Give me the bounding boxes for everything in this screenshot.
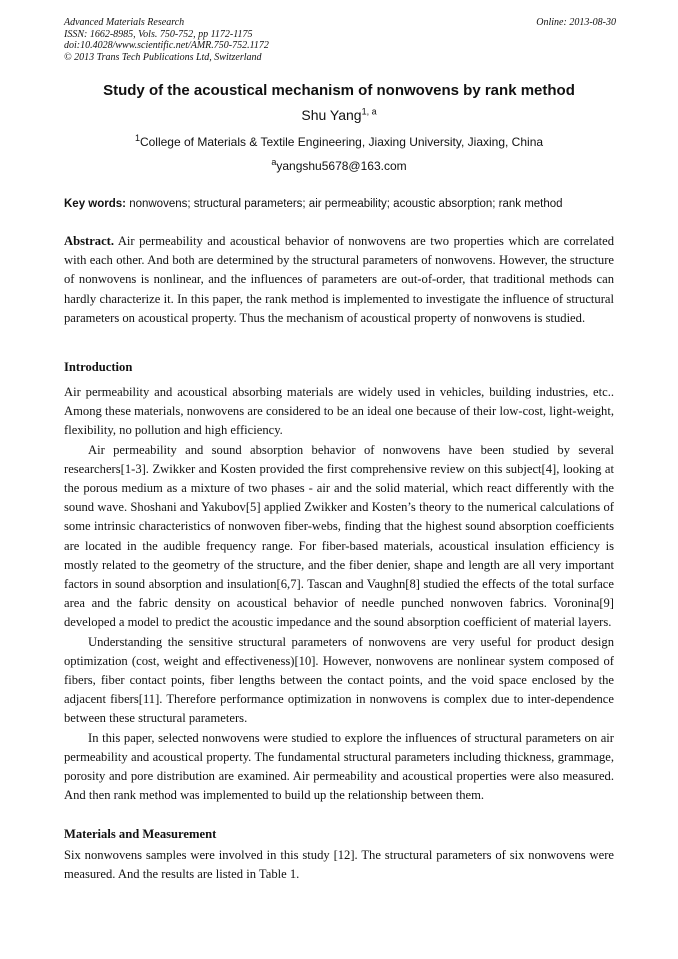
- author-superscript: 1, a: [361, 106, 377, 117]
- introduction-heading: Introduction: [64, 360, 133, 374]
- abstract: [64, 232, 614, 328]
- paragraph: In this paper, selected nonwovens were studied to explore the influences of structural parameters on air permeability and acoustical property. The fundamental structural parameters including thickness, grammage, porosity and pore distribution are examined. Air permeability and acoustical properties were also measured. And then rank method was implemented to build up the relationship between them.: [64, 730, 614, 803]
- affiliation-superscript: 1: [134, 133, 140, 143]
- author-line: [0, 107, 678, 123]
- paper-title: Study of the acoustical mechanism of nonwovens by rank method: [103, 82, 575, 99]
- affiliation-line: [0, 135, 678, 149]
- journal-header: [64, 17, 616, 63]
- abstract-text: Air permeability and acoustical behavior of nonwovens are two properties which are correlated with each other. And both are determined by the structural parameters of nonwovens. However, the structure of nonwovens is nonlinear, and the influences of parameters are out-of-order, that traditional methods can hardly characterize it. In this paper, the rank method is implemented to investigate the influence of structural parameters on acoustical property. Thus the mechanism of acoustical property of nonwovens is studied.: [64, 234, 614, 325]
- introduction-body: [64, 383, 614, 805]
- author-name: Shu Yang: [301, 107, 362, 123]
- materials-heading: Materials and Measurement: [64, 827, 217, 841]
- copyright-line: © 2013 Trans Tech Publications Ltd, Switzerland: [64, 51, 262, 63]
- paragraph: Six nonwovens samples were involved in this study [12]. The structural parameters of six nonwovens were measured. And the results are listed in Table 1.: [64, 848, 614, 882]
- paragraph: Air permeability and sound absorption behavior of nonwovens have been studied by several researchers[1-3]. Zwikker and Kosten provided the first comprehensive review on this subject[4], looking at the porous medium as a mixture of two phases - air and the solid material, which react differently with the sound wave. Shoshani and Yakubov[5] applied Zwikker and Kosten’s theory to the numerical calculations of some intrinsic characteristics of nonwoven fiber-webs, finding that the highest sound absorption coefficients are located in the audible frequency range. For fiber-based materials, acoustical insulation efficiency is mostly related to the geometry of the structure, and the fiber denier, shape and length are all very important factors in sound absorption and insulation[6,7]. Tascan and Vaughn[8] studied the effects of the total surface area and the fabric density on acoustical behavior of needle punched nonwoven fabrics. Voronina[9] developed a model to predict the acoustic impedance and the sound absorption coefficient of material layers.: [64, 442, 614, 630]
- email-address[interactable]: yangshu5678@163.com: [276, 159, 407, 173]
- abstract-label: Abstract.: [64, 234, 115, 248]
- keywords-label: Key words:: [64, 198, 126, 210]
- affiliation-text: College of Materials & Textile Engineering, Jiaxing University, Jiaxing, China: [139, 135, 544, 149]
- email-line: [0, 159, 678, 173]
- materials-body: [64, 846, 614, 884]
- paragraph: Understanding the sensitive structural parameters of nonwovens are very useful for product design optimization (cost, weight and effectiveness)[10]. However, nonwovens are nonlinear system composed of fibers, fiber contact points, fiber lengths between the contact points, and the void space enclosed by the adjacent fibers[11]. Therefore performance optimization in nonwovens is complex due to inter-dependence between these structural parameters.: [64, 634, 614, 726]
- online-date: Online: 2013-08-30: [536, 17, 616, 28]
- issn-line: ISSN: 1662-8985, Vols. 750-752, pp 1172-1175: [64, 28, 253, 40]
- journal-name: Advanced Materials Research: [64, 17, 185, 28]
- keywords: [64, 198, 616, 210]
- email-superscript: a: [271, 157, 277, 167]
- paragraph: Air permeability and acoustical absorbing materials are widely used in vehicles, building industries, etc.. Among these materials, nonwovens are considered to be an ideal one because of their low-cost, light-weight, flexibility, no pollution and high efficiency.: [64, 385, 614, 438]
- doi-line: doi:10.4028/www.scientific.net/AMR.750-752.1172: [64, 40, 269, 51]
- keywords-text: nonwovens; structural parameters; air permeability; acoustic absorption; rank method: [126, 198, 563, 210]
